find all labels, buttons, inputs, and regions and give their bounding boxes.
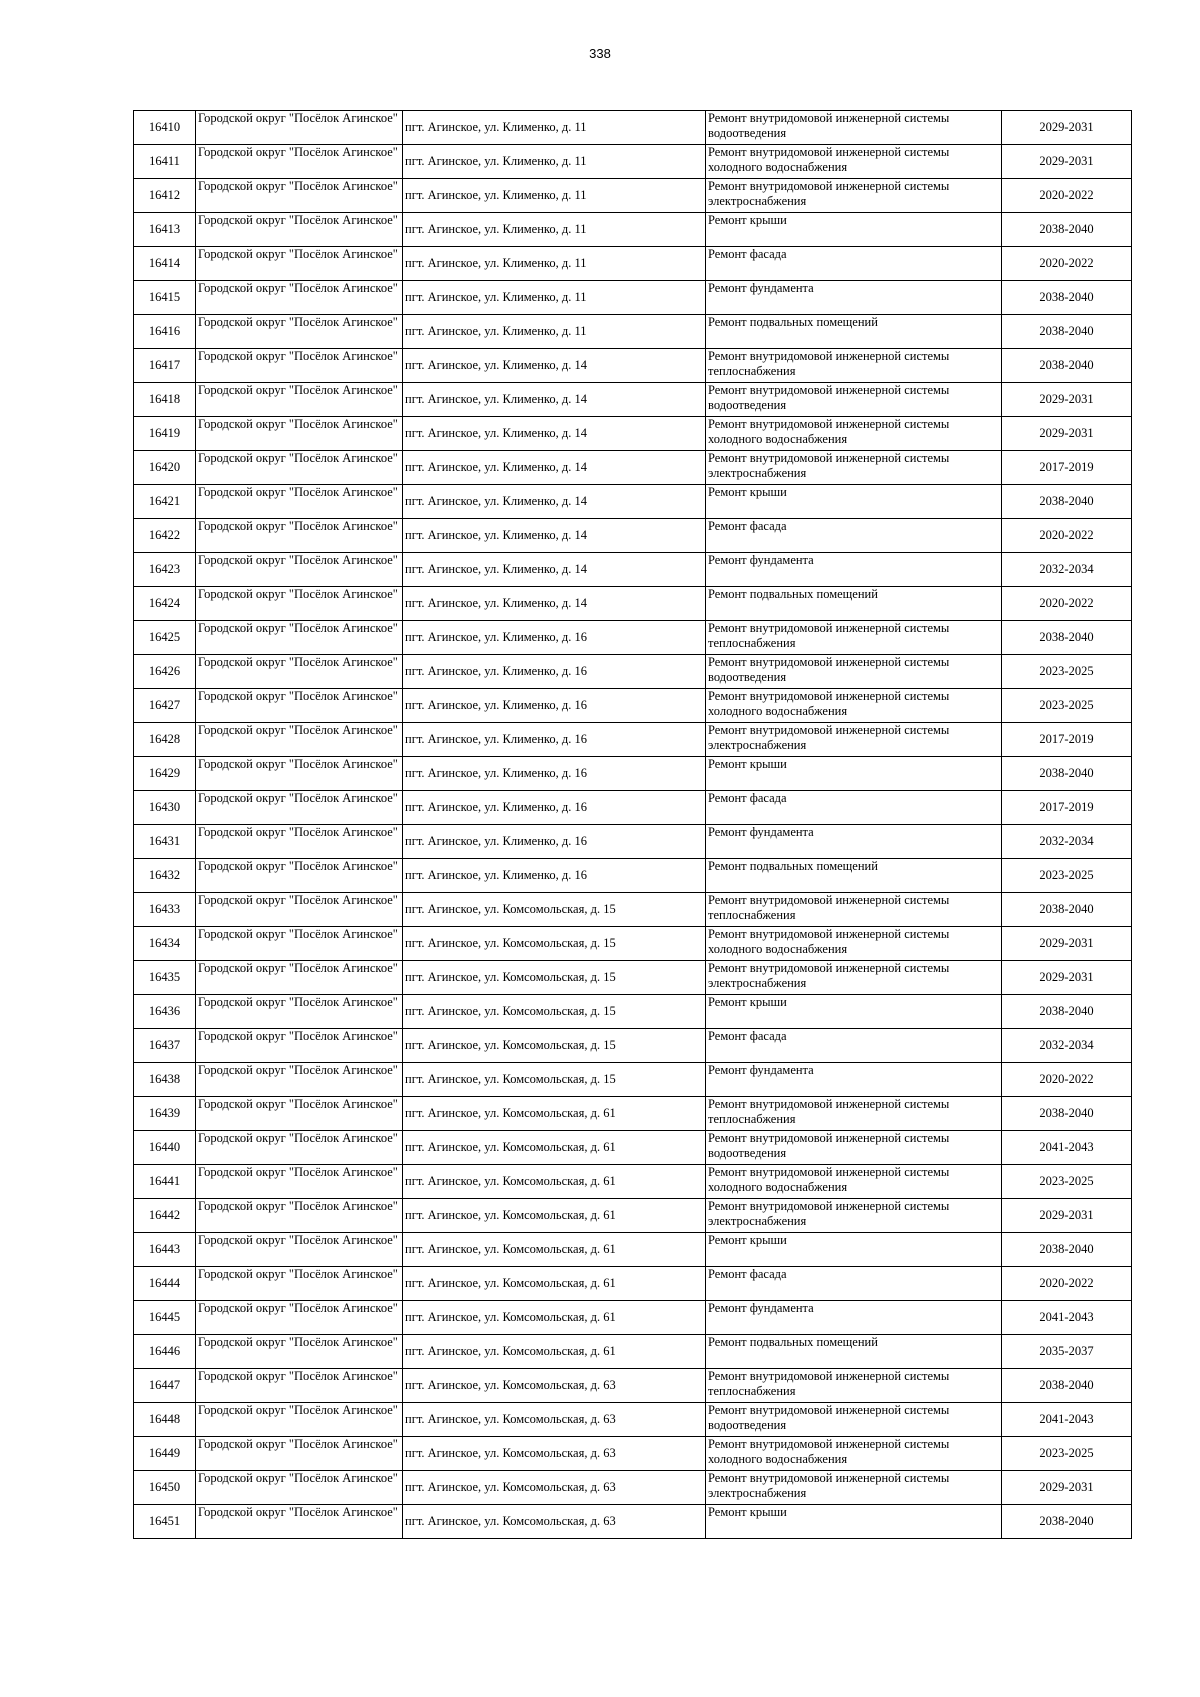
row-number-cell: 16447 [134, 1369, 196, 1403]
address-cell: пгт. Агинское, ул. Комсомольская, д. 63 [403, 1471, 706, 1505]
work-type-cell: Ремонт внутридомовой инженерной системы холодного водоснабжения [706, 145, 1002, 179]
address-cell: пгт. Агинское, ул. Клименко, д. 11 [403, 315, 706, 349]
table-row [134, 995, 1132, 1029]
address-cell: пгт. Агинское, ул. Клименко, д. 14 [403, 451, 706, 485]
row-number-cell: 16434 [134, 927, 196, 961]
address-cell: пгт. Агинское, ул. Клименко, д. 14 [403, 417, 706, 451]
municipality-cell: Городской округ "Посёлок Агинское" [196, 1505, 403, 1539]
municipality-cell: Городской округ "Посёлок Агинское" [196, 1165, 403, 1199]
table-row [134, 179, 1132, 213]
period-cell: 2020-2022 [1002, 247, 1132, 281]
row-number-cell: 16443 [134, 1233, 196, 1267]
row-number-cell: 16440 [134, 1131, 196, 1165]
row-number-cell: 16444 [134, 1267, 196, 1301]
work-type-cell: Ремонт внутридомовой инженерной системы электроснабжения [706, 1199, 1002, 1233]
municipality-cell: Городской округ "Посёлок Агинское" [196, 655, 403, 689]
municipality-cell: Городской округ "Посёлок Агинское" [196, 859, 403, 893]
period-cell: 2017-2019 [1002, 791, 1132, 825]
table-row [134, 145, 1132, 179]
address-cell: пгт. Агинское, ул. Клименко, д. 16 [403, 723, 706, 757]
work-type-cell: Ремонт фундамента [706, 1063, 1002, 1097]
period-cell: 2020-2022 [1002, 1267, 1132, 1301]
table-row [134, 1267, 1132, 1301]
table-row [134, 757, 1132, 791]
municipality-cell: Городской округ "Посёлок Агинское" [196, 1369, 403, 1403]
municipality-cell: Городской округ "Посёлок Агинское" [196, 791, 403, 825]
municipality-cell: Городской округ "Посёлок Агинское" [196, 961, 403, 995]
municipality-cell: Городской округ "Посёлок Агинское" [196, 1403, 403, 1437]
municipality-cell: Городской округ "Посёлок Агинское" [196, 995, 403, 1029]
address-cell: пгт. Агинское, ул. Комсомольская, д. 61 [403, 1165, 706, 1199]
address-cell: пгт. Агинское, ул. Комсомольская, д. 63 [403, 1437, 706, 1471]
table-row [134, 553, 1132, 587]
work-type-cell: Ремонт подвальных помещений [706, 1335, 1002, 1369]
period-cell: 2020-2022 [1002, 1063, 1132, 1097]
municipality-cell: Городской округ "Посёлок Агинское" [196, 1471, 403, 1505]
row-number-cell: 16433 [134, 893, 196, 927]
table-row [134, 519, 1132, 553]
period-cell: 2038-2040 [1002, 757, 1132, 791]
work-type-cell: Ремонт фасада [706, 519, 1002, 553]
municipality-cell: Городской округ "Посёлок Агинское" [196, 417, 403, 451]
address-cell: пгт. Агинское, ул. Комсомольская, д. 15 [403, 961, 706, 995]
period-cell: 2029-2031 [1002, 927, 1132, 961]
period-cell: 2023-2025 [1002, 1437, 1132, 1471]
address-cell: пгт. Агинское, ул. Клименко, д. 14 [403, 485, 706, 519]
work-type-cell: Ремонт крыши [706, 485, 1002, 519]
work-type-cell: Ремонт подвальных помещений [706, 315, 1002, 349]
period-cell: 2041-2043 [1002, 1403, 1132, 1437]
municipality-cell: Городской округ "Посёлок Агинское" [196, 689, 403, 723]
address-cell: пгт. Агинское, ул. Комсомольская, д. 63 [403, 1403, 706, 1437]
row-number-cell: 16421 [134, 485, 196, 519]
period-cell: 2038-2040 [1002, 281, 1132, 315]
table-row [134, 1199, 1132, 1233]
work-type-cell: Ремонт крыши [706, 1233, 1002, 1267]
period-cell: 2023-2025 [1002, 655, 1132, 689]
row-number-cell: 16423 [134, 553, 196, 587]
table-row [134, 1437, 1132, 1471]
table-row [134, 689, 1132, 723]
work-type-cell: Ремонт внутридомовой инженерной системы холодного водоснабжения [706, 417, 1002, 451]
address-cell: пгт. Агинское, ул. Комсомольская, д. 15 [403, 995, 706, 1029]
table-row [134, 213, 1132, 247]
municipality-cell: Городской округ "Посёлок Агинское" [196, 1267, 403, 1301]
table-row [134, 451, 1132, 485]
row-number-cell: 16426 [134, 655, 196, 689]
address-cell: пгт. Агинское, ул. Клименко, д. 16 [403, 621, 706, 655]
municipality-cell: Городской округ "Посёлок Агинское" [196, 893, 403, 927]
table-row [134, 485, 1132, 519]
address-cell: пгт. Агинское, ул. Комсомольская, д. 61 [403, 1097, 706, 1131]
municipality-cell: Городской округ "Посёлок Агинское" [196, 383, 403, 417]
address-cell: пгт. Агинское, ул. Клименко, д. 11 [403, 145, 706, 179]
table-row [134, 1233, 1132, 1267]
period-cell: 2029-2031 [1002, 961, 1132, 995]
period-cell: 2029-2031 [1002, 417, 1132, 451]
row-number-cell: 16416 [134, 315, 196, 349]
municipality-cell: Городской округ "Посёлок Агинское" [196, 1199, 403, 1233]
address-cell: пгт. Агинское, ул. Комсомольская, д. 15 [403, 1029, 706, 1063]
municipality-cell: Городской округ "Посёлок Агинское" [196, 349, 403, 383]
address-cell: пгт. Агинское, ул. Клименко, д. 14 [403, 553, 706, 587]
table-row [134, 111, 1132, 145]
row-number-cell: 16410 [134, 111, 196, 145]
table-row [134, 655, 1132, 689]
period-cell: 2023-2025 [1002, 1165, 1132, 1199]
period-cell: 2038-2040 [1002, 349, 1132, 383]
period-cell: 2029-2031 [1002, 111, 1132, 145]
address-cell: пгт. Агинское, ул. Комсомольская, д. 15 [403, 1063, 706, 1097]
period-cell: 2041-2043 [1002, 1131, 1132, 1165]
period-cell: 2032-2034 [1002, 1029, 1132, 1063]
row-number-cell: 16412 [134, 179, 196, 213]
row-number-cell: 16419 [134, 417, 196, 451]
row-number-cell: 16448 [134, 1403, 196, 1437]
table-row [134, 791, 1132, 825]
table-row [134, 1029, 1132, 1063]
address-cell: пгт. Агинское, ул. Клименко, д. 16 [403, 689, 706, 723]
address-cell: пгт. Агинское, ул. Клименко, д. 16 [403, 791, 706, 825]
row-number-cell: 16420 [134, 451, 196, 485]
row-number-cell: 16417 [134, 349, 196, 383]
row-number-cell: 16418 [134, 383, 196, 417]
address-cell: пгт. Агинское, ул. Комсомольская, д. 63 [403, 1505, 706, 1539]
page-number: 338 [589, 46, 611, 61]
work-type-cell: Ремонт внутридомовой инженерной системы водоотведения [706, 383, 1002, 417]
table-row [134, 315, 1132, 349]
municipality-cell: Городской округ "Посёлок Агинское" [196, 247, 403, 281]
address-cell: пгт. Агинское, ул. Комсомольская, д. 63 [403, 1369, 706, 1403]
work-type-cell: Ремонт внутридомовой инженерной системы теплоснабжения [706, 621, 1002, 655]
address-cell: пгт. Агинское, ул. Клименко, д. 11 [403, 213, 706, 247]
table-row [134, 1165, 1132, 1199]
row-number-cell: 16435 [134, 961, 196, 995]
table-row [134, 587, 1132, 621]
work-type-cell: Ремонт фундамента [706, 281, 1002, 315]
work-type-cell: Ремонт подвальных помещений [706, 859, 1002, 893]
work-type-cell: Ремонт внутридомовой инженерной системы электроснабжения [706, 1471, 1002, 1505]
address-cell: пгт. Агинское, ул. Клименко, д. 16 [403, 757, 706, 791]
period-cell: 2017-2019 [1002, 723, 1132, 757]
address-cell: пгт. Агинское, ул. Клименко, д. 16 [403, 825, 706, 859]
municipality-cell: Городской округ "Посёлок Агинское" [196, 111, 403, 145]
table-row [134, 859, 1132, 893]
period-cell: 2038-2040 [1002, 315, 1132, 349]
table-row [134, 893, 1132, 927]
period-cell: 2023-2025 [1002, 689, 1132, 723]
municipality-cell: Городской округ "Посёлок Агинское" [196, 825, 403, 859]
period-cell: 2020-2022 [1002, 587, 1132, 621]
table-row [134, 927, 1132, 961]
table-row [134, 1097, 1132, 1131]
period-cell: 2035-2037 [1002, 1335, 1132, 1369]
work-type-cell: Ремонт внутридомовой инженерной системы теплоснабжения [706, 893, 1002, 927]
period-cell: 2038-2040 [1002, 213, 1132, 247]
table-row [134, 247, 1132, 281]
table-row [134, 723, 1132, 757]
period-cell: 2038-2040 [1002, 893, 1132, 927]
work-type-cell: Ремонт внутридомовой инженерной системы электроснабжения [706, 179, 1002, 213]
municipality-cell: Городской округ "Посёлок Агинское" [196, 179, 403, 213]
table-row [134, 961, 1132, 995]
row-number-cell: 16428 [134, 723, 196, 757]
municipality-cell: Городской округ "Посёлок Агинское" [196, 1131, 403, 1165]
row-number-cell: 16430 [134, 791, 196, 825]
table-row [134, 1131, 1132, 1165]
row-number-cell: 16446 [134, 1335, 196, 1369]
work-type-cell: Ремонт внутридомовой инженерной системы электроснабжения [706, 961, 1002, 995]
work-type-cell: Ремонт внутридомовой инженерной системы электроснабжения [706, 451, 1002, 485]
row-number-cell: 16437 [134, 1029, 196, 1063]
table-row [134, 349, 1132, 383]
address-cell: пгт. Агинское, ул. Комсомольская, д. 61 [403, 1233, 706, 1267]
municipality-cell: Городской округ "Посёлок Агинское" [196, 1301, 403, 1335]
table-row [134, 1301, 1132, 1335]
row-number-cell: 16425 [134, 621, 196, 655]
municipality-cell: Городской округ "Посёлок Агинское" [196, 485, 403, 519]
work-type-cell: Ремонт внутридомовой инженерной системы водоотведения [706, 1131, 1002, 1165]
period-cell: 2038-2040 [1002, 485, 1132, 519]
municipality-cell: Городской округ "Посёлок Агинское" [196, 1063, 403, 1097]
table-row [134, 621, 1132, 655]
work-type-cell: Ремонт внутридомовой инженерной системы теплоснабжения [706, 349, 1002, 383]
row-number-cell: 16415 [134, 281, 196, 315]
address-cell: пгт. Агинское, ул. Клименко, д. 16 [403, 859, 706, 893]
period-cell: 2017-2019 [1002, 451, 1132, 485]
table-row [134, 1403, 1132, 1437]
municipality-cell: Городской округ "Посёлок Агинское" [196, 1233, 403, 1267]
work-type-cell: Ремонт фасада [706, 1029, 1002, 1063]
period-cell: 2032-2034 [1002, 553, 1132, 587]
table-row [134, 1063, 1132, 1097]
address-cell: пгт. Агинское, ул. Комсомольская, д. 61 [403, 1267, 706, 1301]
address-cell: пгт. Агинское, ул. Клименко, д. 14 [403, 587, 706, 621]
row-number-cell: 16441 [134, 1165, 196, 1199]
municipality-cell: Городской округ "Посёлок Агинское" [196, 315, 403, 349]
period-cell: 2029-2031 [1002, 145, 1132, 179]
address-cell: пгт. Агинское, ул. Клименко, д. 14 [403, 519, 706, 553]
municipality-cell: Городской округ "Посёлок Агинское" [196, 621, 403, 655]
table-row [134, 281, 1132, 315]
municipality-cell: Городской округ "Посёлок Агинское" [196, 213, 403, 247]
address-cell: пгт. Агинское, ул. Клименко, д. 14 [403, 349, 706, 383]
row-number-cell: 16431 [134, 825, 196, 859]
table-body [134, 111, 1132, 1539]
row-number-cell: 16429 [134, 757, 196, 791]
row-number-cell: 16442 [134, 1199, 196, 1233]
period-cell: 2038-2040 [1002, 1505, 1132, 1539]
period-cell: 2038-2040 [1002, 1233, 1132, 1267]
address-cell: пгт. Агинское, ул. Клименко, д. 14 [403, 383, 706, 417]
row-number-cell: 16450 [134, 1471, 196, 1505]
address-cell: пгт. Агинское, ул. Комсомольская, д. 61 [403, 1199, 706, 1233]
row-number-cell: 16413 [134, 213, 196, 247]
municipality-cell: Городской округ "Посёлок Агинское" [196, 1029, 403, 1063]
row-number-cell: 16439 [134, 1097, 196, 1131]
municipality-cell: Городской округ "Посёлок Агинское" [196, 1437, 403, 1471]
work-type-cell: Ремонт крыши [706, 757, 1002, 791]
municipality-cell: Городской округ "Посёлок Агинское" [196, 1335, 403, 1369]
row-number-cell: 16438 [134, 1063, 196, 1097]
row-number-cell: 16427 [134, 689, 196, 723]
row-number-cell: 16411 [134, 145, 196, 179]
address-cell: пгт. Агинское, ул. Клименко, д. 16 [403, 655, 706, 689]
work-type-cell: Ремонт внутридомовой инженерной системы холодного водоснабжения [706, 1165, 1002, 1199]
work-type-cell: Ремонт крыши [706, 213, 1002, 247]
table-row [134, 1369, 1132, 1403]
work-type-cell: Ремонт внутридомовой инженерной системы холодного водоснабжения [706, 1437, 1002, 1471]
work-type-cell: Ремонт внутридомовой инженерной системы электроснабжения [706, 723, 1002, 757]
municipality-cell: Городской округ "Посёлок Агинское" [196, 757, 403, 791]
work-type-cell: Ремонт внутридомовой инженерной системы теплоснабжения [706, 1097, 1002, 1131]
work-type-cell: Ремонт фундамента [706, 825, 1002, 859]
address-cell: пгт. Агинское, ул. Комсомольская, д. 15 [403, 927, 706, 961]
period-cell: 2032-2034 [1002, 825, 1132, 859]
municipality-cell: Городской округ "Посёлок Агинское" [196, 1097, 403, 1131]
work-type-cell: Ремонт внутридомовой инженерной системы водоотведения [706, 111, 1002, 145]
address-cell: пгт. Агинское, ул. Клименко, д. 11 [403, 111, 706, 145]
row-number-cell: 16422 [134, 519, 196, 553]
table-row [134, 1471, 1132, 1505]
table-row [134, 825, 1132, 859]
municipality-cell: Городской округ "Посёлок Агинское" [196, 927, 403, 961]
municipality-cell: Городской округ "Посёлок Агинское" [196, 145, 403, 179]
address-cell: пгт. Агинское, ул. Клименко, д. 11 [403, 281, 706, 315]
work-type-cell: Ремонт крыши [706, 995, 1002, 1029]
address-cell: пгт. Агинское, ул. Комсомольская, д. 15 [403, 893, 706, 927]
period-cell: 2038-2040 [1002, 1369, 1132, 1403]
municipality-cell: Городской округ "Посёлок Агинское" [196, 587, 403, 621]
work-type-cell: Ремонт внутридомовой инженерной системы водоотведения [706, 1403, 1002, 1437]
period-cell: 2020-2022 [1002, 179, 1132, 213]
period-cell: 2038-2040 [1002, 621, 1132, 655]
table-row [134, 383, 1132, 417]
row-number-cell: 16414 [134, 247, 196, 281]
row-number-cell: 16451 [134, 1505, 196, 1539]
municipality-cell: Городской округ "Посёлок Агинское" [196, 723, 403, 757]
period-cell: 2038-2040 [1002, 1097, 1132, 1131]
period-cell: 2020-2022 [1002, 519, 1132, 553]
row-number-cell: 16449 [134, 1437, 196, 1471]
address-cell: пгт. Агинское, ул. Комсомольская, д. 61 [403, 1301, 706, 1335]
period-cell: 2029-2031 [1002, 383, 1132, 417]
work-type-cell: Ремонт подвальных помещений [706, 587, 1002, 621]
work-type-cell: Ремонт фундамента [706, 553, 1002, 587]
work-type-cell: Ремонт фасада [706, 247, 1002, 281]
municipality-cell: Городской округ "Посёлок Агинское" [196, 451, 403, 485]
period-cell: 2029-2031 [1002, 1471, 1132, 1505]
work-type-cell: Ремонт фасада [706, 791, 1002, 825]
table-row [134, 1505, 1132, 1539]
work-type-cell: Ремонт внутридомовой инженерной системы водоотведения [706, 655, 1002, 689]
row-number-cell: 16436 [134, 995, 196, 1029]
address-cell: пгт. Агинское, ул. Клименко, д. 11 [403, 247, 706, 281]
work-type-cell: Ремонт фундамента [706, 1301, 1002, 1335]
period-cell: 2038-2040 [1002, 995, 1132, 1029]
address-cell: пгт. Агинское, ул. Комсомольская, д. 61 [403, 1335, 706, 1369]
table-row [134, 1335, 1132, 1369]
repair-schedule-table [133, 110, 1132, 1539]
row-number-cell: 16424 [134, 587, 196, 621]
work-type-cell: Ремонт внутридомовой инженерной системы холодного водоснабжения [706, 927, 1002, 961]
address-cell: пгт. Агинское, ул. Комсомольская, д. 61 [403, 1131, 706, 1165]
period-cell: 2023-2025 [1002, 859, 1132, 893]
address-cell: пгт. Агинское, ул. Клименко, д. 11 [403, 179, 706, 213]
work-type-cell: Ремонт внутридомовой инженерной системы теплоснабжения [706, 1369, 1002, 1403]
municipality-cell: Городской округ "Посёлок Агинское" [196, 281, 403, 315]
row-number-cell: 16432 [134, 859, 196, 893]
work-type-cell: Ремонт крыши [706, 1505, 1002, 1539]
municipality-cell: Городской округ "Посёлок Агинское" [196, 553, 403, 587]
work-type-cell: Ремонт фасада [706, 1267, 1002, 1301]
municipality-cell: Городской округ "Посёлок Агинское" [196, 519, 403, 553]
work-type-cell: Ремонт внутридомовой инженерной системы холодного водоснабжения [706, 689, 1002, 723]
row-number-cell: 16445 [134, 1301, 196, 1335]
table-row [134, 417, 1132, 451]
period-cell: 2041-2043 [1002, 1301, 1132, 1335]
period-cell: 2029-2031 [1002, 1199, 1132, 1233]
